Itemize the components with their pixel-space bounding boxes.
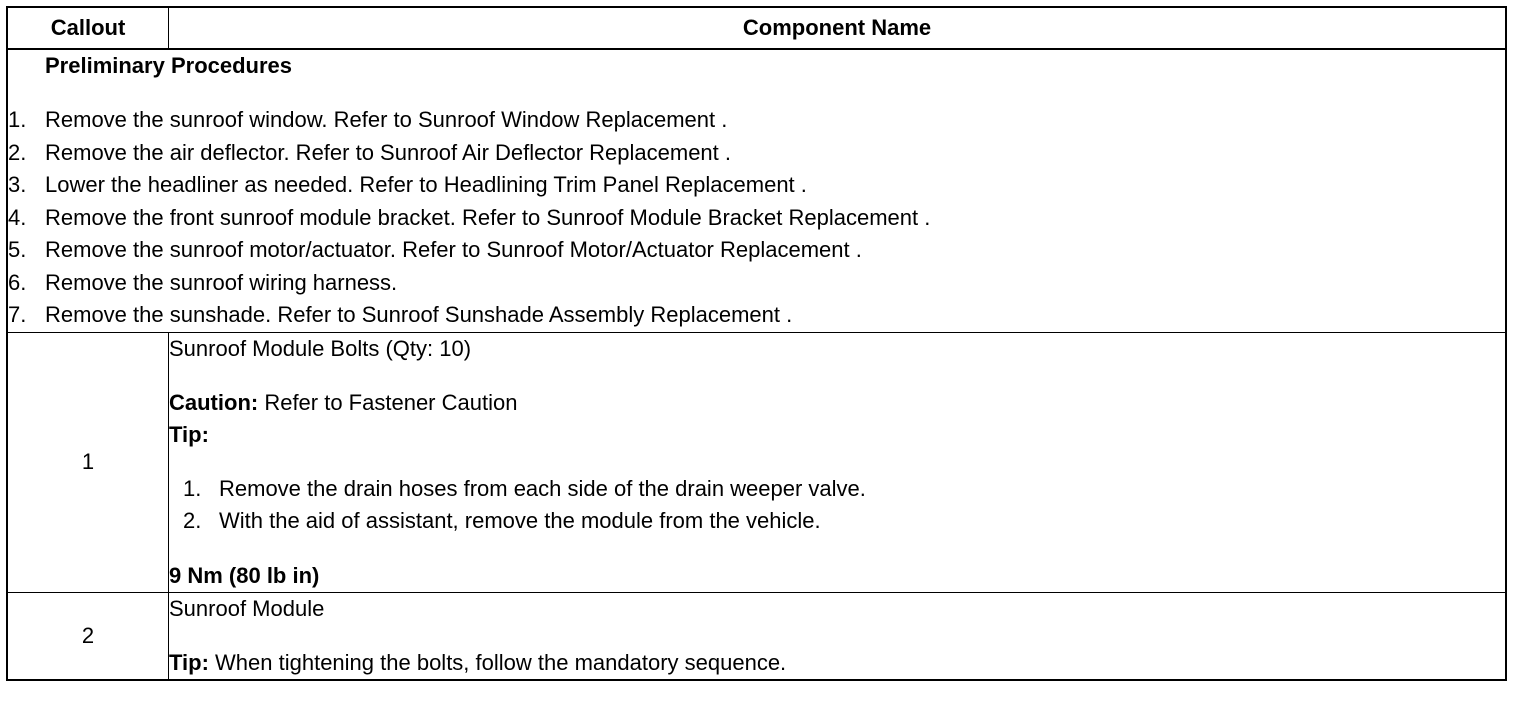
- tip-note: [169, 647, 1505, 679]
- tip-step-text: With the aid of assistant, remove the module from the vehicle.: [219, 508, 821, 533]
- list-item: [8, 137, 1505, 170]
- list-item: [8, 299, 1505, 332]
- callout-cell: 2: [7, 592, 169, 680]
- step-text: Remove the air deflector. Refer to Sunroof Air Deflector Replacement .: [45, 139, 731, 165]
- list-item: [8, 267, 1505, 300]
- caution-note: [169, 387, 1505, 419]
- step-number: 7.: [8, 302, 27, 327]
- preliminary-row: [7, 49, 1506, 332]
- step-text: Remove the sunshade. Refer to Sunroof Sunshade Assembly Replacement .: [45, 302, 793, 327]
- list-item: [183, 473, 1505, 506]
- tip-text: When tightening the bolts, follow the mandatory sequence.: [208, 649, 787, 675]
- step-number: 4.: [8, 204, 27, 230]
- step-number: 1.: [8, 107, 27, 132]
- procedure-table: [6, 6, 1507, 681]
- step-number: 5.: [8, 237, 27, 262]
- preliminary-title: Preliminary Procedures: [45, 53, 293, 78]
- caution-text: Refer to Fastener Caution: [258, 389, 518, 415]
- step-text: Remove the sunroof motor/actuator. Refer to Sunroof Motor/Actuator Replacement .: [45, 237, 862, 262]
- step-text: Lower the headliner as needed. Refer to Headlining Trim Panel Replacement .: [45, 172, 807, 197]
- component-cell: [169, 592, 1507, 680]
- component-cell: [169, 332, 1507, 592]
- step-text: Remove the front sunroof module bracket. Refer to Sunroof Module Bracket Replacement .: [45, 204, 931, 230]
- list-item: [8, 104, 1505, 137]
- callout-column-header: Callout: [7, 7, 169, 49]
- component-column-header: Component Name: [169, 7, 1507, 49]
- tip-label: Tip:: [169, 649, 209, 675]
- list-item: [183, 505, 1505, 538]
- preliminary-cell: [7, 49, 1506, 332]
- list-item: [8, 202, 1505, 235]
- header-row: [7, 7, 1506, 49]
- step-number: 6.: [8, 269, 27, 295]
- list-item: [8, 234, 1505, 267]
- tip-step-number: 1.: [183, 475, 202, 501]
- step-number: 3.: [8, 172, 27, 197]
- torque-spec: 9 Nm (80 lb in): [169, 562, 320, 588]
- tip-label: Tip:: [169, 421, 209, 447]
- caution-label: Caution:: [169, 389, 259, 415]
- table-row: [7, 332, 1506, 592]
- preliminary-steps: [8, 104, 1505, 332]
- step-text: Remove the sunroof wiring harness.: [45, 269, 398, 295]
- tip-step-number: 2.: [183, 508, 202, 533]
- step-text: Remove the sunroof window. Refer to Sunroof Window Replacement .: [45, 107, 728, 132]
- tip-steps: [169, 473, 1505, 538]
- list-item: [8, 169, 1505, 202]
- component-name: Sunroof Module: [169, 595, 325, 621]
- callout-cell: 1: [7, 332, 169, 592]
- table-row: [7, 592, 1506, 680]
- component-name: Sunroof Module Bolts (Qty: 10): [169, 335, 472, 361]
- tip-step-text: Remove the drain hoses from each side of the drain weeper valve.: [219, 475, 866, 501]
- step-number: 2.: [8, 139, 27, 165]
